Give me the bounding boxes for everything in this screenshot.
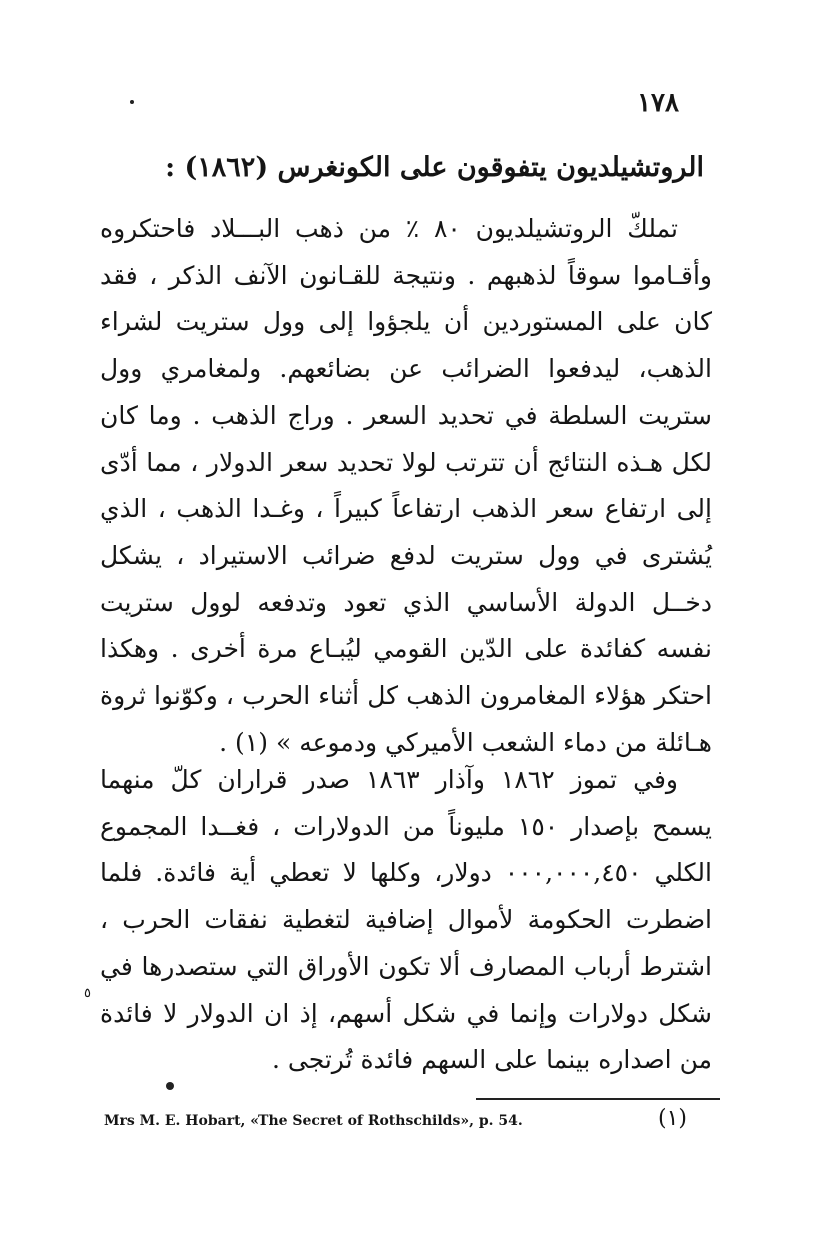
print-speck [166, 1082, 174, 1090]
paragraph-2: وفي تموز ١٨٦٢ وآذار ١٨٦٣ صدر قراران كلّ منهما يسمح بإصدار ١٥٠ مليوناً من الدولارات ، فغــدا المجموع الكلي ٠٠٠,٠٠٠,٤٥٠ دولار، وكلها لا تعطي أية فائدة. فلما اضطرت الحكومة لأموال إضافية لتغطية نفقات الحرب ، اشترط أرباب المصارف ألا تكون الأوراق التي ستصدرها في شكل دولارات وإنما في شكل أسهم، إذ ان الدولار لا فائدة من اصداره بينما على السهم فائدة تُرتجى . [100, 765, 712, 1075]
print-speck [130, 100, 134, 104]
footnote-citation: Mrs M. E. Hobart, «The Secret of Rothschilds», p. 54. [104, 1113, 523, 1129]
paragraph-1: تملكّ الروتشيلديون ٨٠ ٪ من ذهب البـــلاد فاحتكروه وأقـاموا سوقاً لذهبهم . ونتيجة للقـانون الآنف الذكر ، فقد كان على المستوردين أن يلجؤوا إلى وول ستريت لشراء الذهب، ليدفعوا الضرائب عن بضائعهم. ولمغامري وول ستريت السلطة في تحديد السعر . وراج الذهب . وما كان لكل هـذه النتائج أن تترتب لولا تحديد سعر الدولار ، مما أدّى إلى ارتفاع سعر الذهب ارتفاعاً كبيراً ، وغـدا الذهب ، الذي يُشترى في وول ستريت لدفع ضرائب الاستيراد ، يشكل دخــل الدولة الأساسي الذي تعود وتدفعه لوول ستريت نفسه كفائدة على الدّين القومي ليُبـاع مرة أخرى . وهكذا احتكر هؤلاء المغامرون الذهب كل أثناء الحرب ، وكوّنوا ثروة هـائلة من دماء الشعب الأميركي ودموعه » (١) . [100, 214, 712, 757]
footnote-divider [476, 1098, 720, 1100]
footnote-number: (١) [658, 1106, 688, 1131]
margin-mark: ٥ [84, 986, 91, 1001]
page-number: ١٧٨ [637, 88, 679, 118]
section-heading: الروتشيلديون يتفوقون على الكونغرس (١٨٦٢) : [165, 152, 704, 183]
